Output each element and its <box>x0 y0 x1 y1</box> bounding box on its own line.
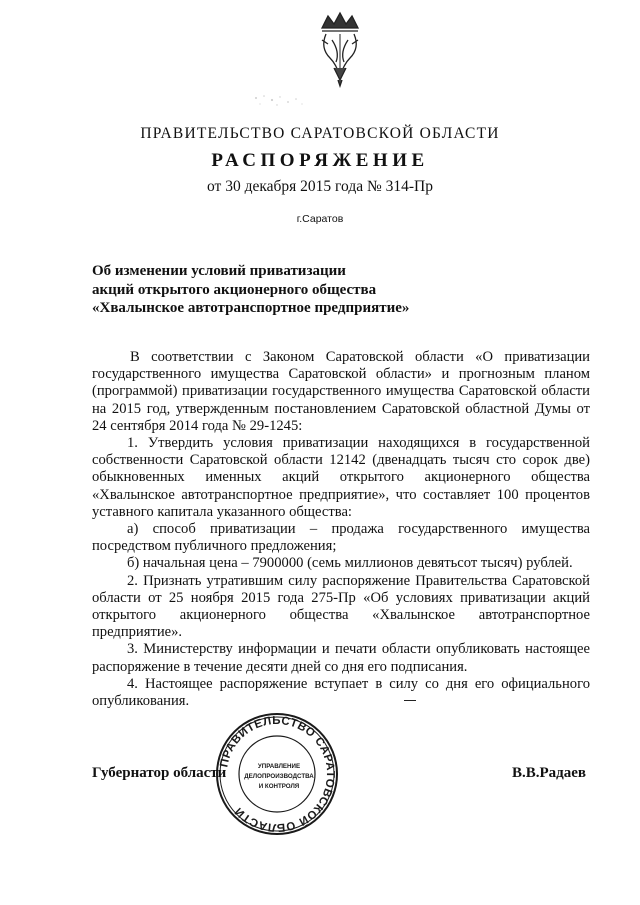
subject-line: Об изменении условий приватизации <box>92 263 346 279</box>
government-name: ПРАВИТЕЛЬСТВО САРАТОВСКОЙ ОБЛАСТИ <box>140 125 500 142</box>
svg-text:И КОНТРОЛЯ: И КОНТРОЛЯ <box>258 783 300 790</box>
body-paragraph: 1. Утвердить условия приватизации находящихся в государственной собственности Саратовской области 12142 (двенадцать тысяч сто сорок две) обыкновенных именных акций открытого акционерного общества «Хвалынское автотранспортное предприятие», что составляет 100 процентов уставного капитала указанного общества: <box>92 435 590 520</box>
body-paragraph: а) способ приватизации – продажа государственного имущества посредством публичного предложения; <box>92 521 590 555</box>
subject-line: «Хвалынское автотранспортное предприятие» <box>92 300 410 316</box>
document-subject <box>92 262 572 318</box>
svg-text:ПРАВИТЕЛЬСТВО САРАТОВСКОЙ ОБЛА: ПРАВИТЕЛЬСТВО САРАТОВСКОЙ ОБЛАСТИ <box>218 714 337 834</box>
scan-mark <box>404 700 416 701</box>
body-paragraph: 4. Настоящее распоряжение вступает в силу со дня его официального опубликования. <box>92 675 590 710</box>
document-body <box>92 349 590 710</box>
svg-text:УПРАВЛЕНИЕ: УПРАВЛЕНИЕ <box>257 763 301 770</box>
signatory-position: Губернатор области <box>92 765 227 781</box>
official-seal-stamp <box>215 712 339 836</box>
body-paragraph: В соответствии с Законом Саратовской области «О приватизации государственного имущества Саратовской области» и прогнозным планом (программой) приватизации государственного имущества Саратовской области на 2015 год, утвержденным постановлением Саратовской областной Думы от 24 сентября 2014 года № 29-1245: <box>92 349 590 434</box>
document-date-number: от 30 декабря 2015 года № 314-Пр <box>207 178 433 195</box>
body-paragraph: б) начальная цена – 7900000 (семь миллионов девятьсот тысяч) рублей. <box>127 555 573 572</box>
crown-coat-of-arms-icon <box>308 10 372 88</box>
document-city: г.Саратов <box>296 213 344 225</box>
document-type: РАСПОРЯЖЕНИЕ <box>211 150 429 171</box>
scan-smudge <box>250 90 310 110</box>
body-paragraph: 3. Министерству информации и печати области опубликовать настоящее распоряжение в течение десяти дней со дня его подписания. <box>92 641 590 675</box>
body-paragraph: 2. Признать утратившим силу распоряжение Правительства Саратовской области от 25 ноября 2015 года 275-Пр «Об условиях приватизации акций открытого акционерного общества «Хвалынское автотранспортное предприятие». <box>92 572 590 641</box>
signatory-name: В.В.Радаев <box>512 765 587 781</box>
subject-line: акций открытого акционерного общества <box>92 281 377 298</box>
svg-text:ДЕЛОПРОИЗВОДСТВА: ДЕЛОПРОИЗВОДСТВА <box>244 773 314 780</box>
